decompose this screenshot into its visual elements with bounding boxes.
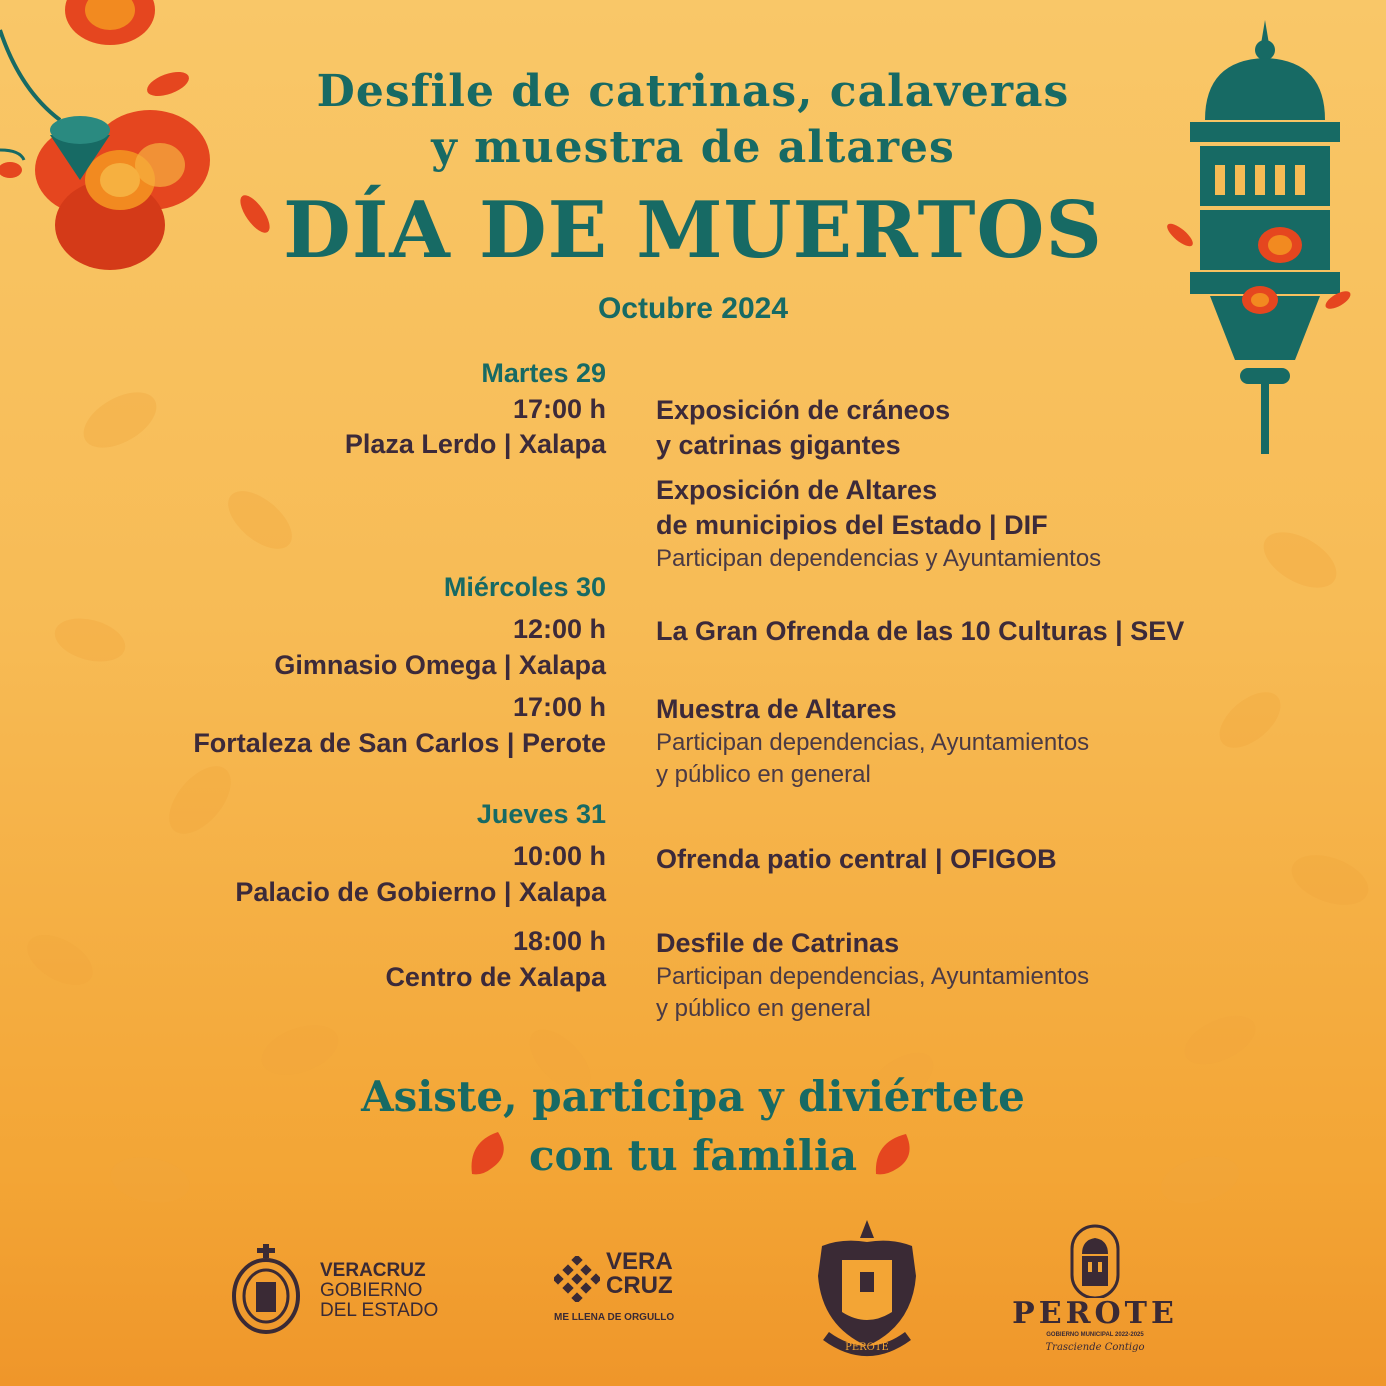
main-title: DÍA DE MUERTOS [283,185,1103,276]
closing-line-1: Asiste, participa y diviértete [361,1072,1025,1121]
event-tuesday-1-line2: y catrinas gigantes [656,430,901,460]
veracruz-gov-line1: VERACRUZ [320,1260,426,1281]
petal-right-icon [872,1128,918,1178]
time-thursday-1: 10:00 h [512,841,606,871]
place-wednesday-2: Fortaleza de San Carlos | Perote [193,728,606,758]
event-wednesday-2-note-1: Participan dependencias, Ayuntamientos [656,729,1090,756]
place-wednesday-1: Gimnasio Omega | Xalapa [274,650,606,680]
logo-perote-municipal [1010,1224,1180,1364]
day-tuesday: Martes 29 [481,358,606,388]
event-wednesday-1: La Gran Ofrenda de las 10 Culturas | SEV [656,616,1185,646]
event-wednesday-2-note-2: y público en general [656,761,871,788]
veracruz-gov-line2: GOBIERNO [320,1280,423,1301]
brand-line1: VERA [606,1248,673,1275]
place-tuesday: Plaza Lerdo | Xalapa [344,429,606,459]
day-wednesday: Miércoles 30 [443,572,606,602]
month-label: Octubre 2024 [597,292,789,325]
place-thursday-1: Palacio de Gobierno | Xalapa [235,877,606,907]
logo-perote-seal [812,1216,922,1366]
time-thursday-2: 18:00 h [512,926,606,956]
event-thursday-2-note-2: y público en general [656,995,871,1022]
event-thursday-2-note-1: Participan dependencias, Ayuntamientos [656,963,1090,990]
day-thursday: Jueves 31 [476,799,606,829]
perote-seal-text: PEROTE [845,1342,889,1353]
closing-line-2-wrap [0,1128,1386,1180]
veracruz-gov-line3: DEL ESTADO [320,1300,439,1321]
perote-slogan: Trasciende Contigo [1045,1342,1145,1353]
perote-sub: GOBIERNO MUNICIPAL 2022-2025 [1046,1332,1144,1338]
time-tuesday: 17:00 h [512,394,606,424]
time-wednesday-1: 12:00 h [512,614,606,644]
veracruz-shield-icon [230,1244,302,1336]
event-tuesday-2-line2: de municipios del Estado | DIF [656,510,1048,540]
title-line-2: y muestra de altares [431,122,955,173]
brand-pattern-icon [554,1256,600,1302]
event-tuesday-2-note: Participan dependencias y Ayuntamientos [656,545,1102,572]
event-thursday-1: Ofrenda patio central | OFIGOB [656,844,1057,874]
event-tuesday-1-line1: Exposición de cráneos [656,395,951,425]
perote-tower-icon [1010,1224,1180,1298]
event-tuesday-2-line1: Exposición de Altares [656,475,938,505]
event-thursday-2: Desfile de Catrinas [656,928,900,958]
logo-veracruz-gobierno [230,1240,450,1340]
place-thursday-2: Centro de Xalapa [385,962,606,992]
petal-left-icon [468,1128,514,1178]
closing-line-2: con tu familia [528,1131,858,1180]
brand-line2: CRUZ [606,1272,673,1299]
logo-veracruz-brand [552,1250,692,1330]
time-wednesday-2: 17:00 h [512,692,606,722]
perote-name: PEROTE [1012,1296,1178,1331]
event-wednesday-2: Muestra de Altares [656,694,897,724]
brand-tagline: ME LLENA DE ORGULLO [554,1312,675,1323]
title-line-1: Desfile de catrinas, calaveras [316,66,1070,117]
